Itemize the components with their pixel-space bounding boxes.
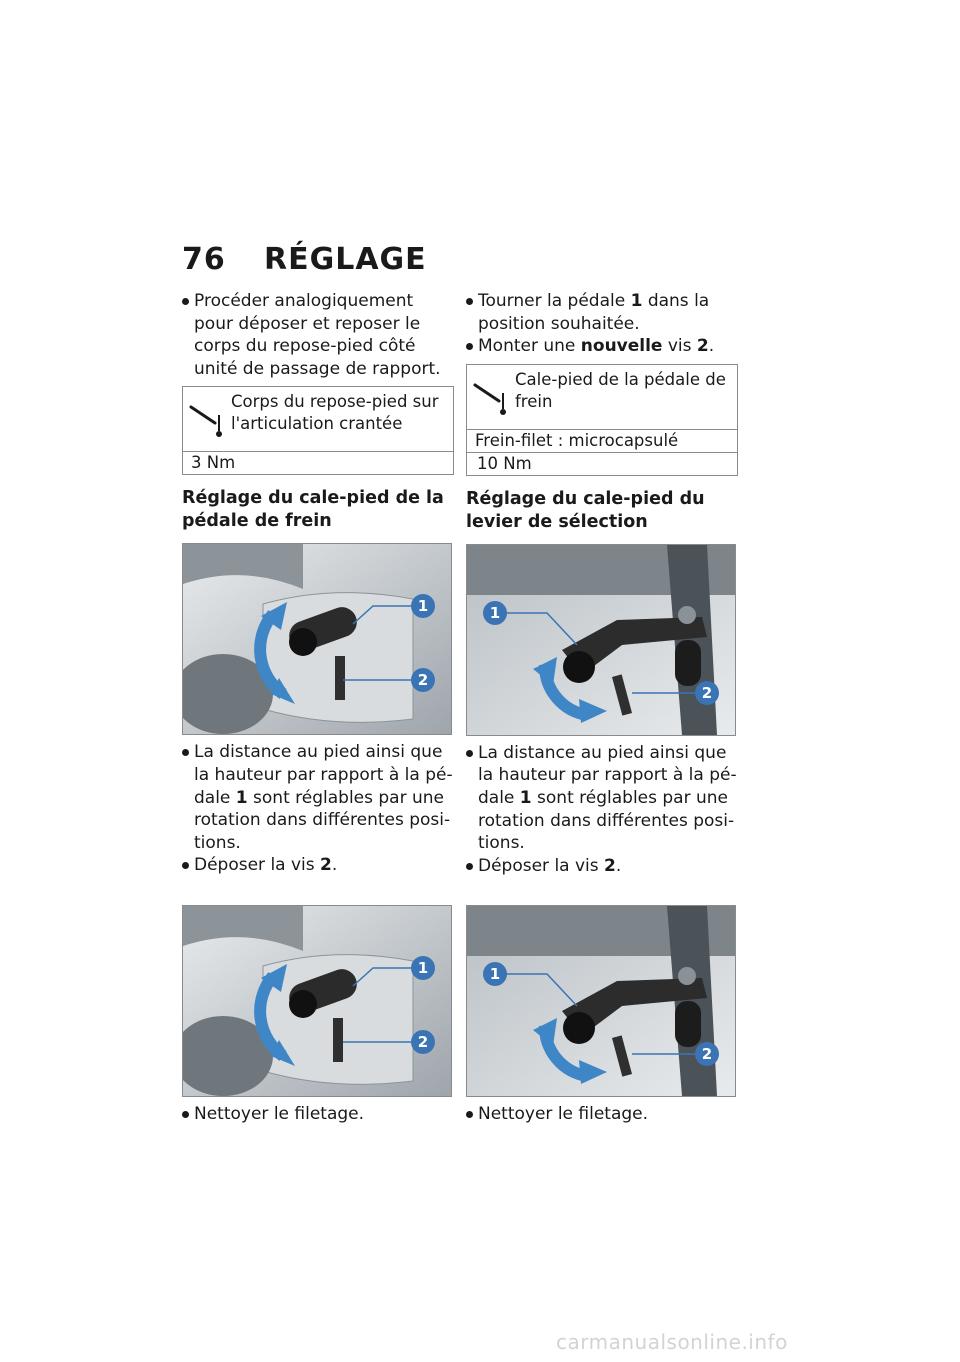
figure-shift-footrest-1 bbox=[466, 544, 736, 736]
callout-1: 1 bbox=[417, 597, 429, 616]
callout-2: 2 bbox=[701, 1045, 713, 1064]
bullet-adjust: La distance au pied ainsi que la hauteur par rapport à la pé-dale 1 sont réglables par une rotation dans différentes posi-tions. bbox=[466, 742, 738, 855]
callout-2: 2 bbox=[701, 683, 713, 702]
bullet-mount-screw: Monter une nouvelle vis 2. bbox=[466, 335, 738, 358]
spec-title: Cale-pied de la pédale de frein bbox=[515, 369, 726, 411]
page-number: 76 bbox=[182, 242, 226, 277]
page-title: RÉGLAGE bbox=[264, 242, 427, 277]
section-heading-brake: Réglage du cale-pied de la pédale de frein bbox=[182, 488, 444, 532]
spec-torque-value: 10 Nm bbox=[477, 453, 532, 473]
section-heading-shift: Réglage du cale-pied du levier de sélection bbox=[466, 488, 705, 532]
callout-2: 2 bbox=[417, 1032, 429, 1051]
callout-2: 2 bbox=[417, 671, 429, 690]
watermark[interactable]: carmanualsonline.info bbox=[556, 1330, 788, 1354]
figure-shift-footrest-2 bbox=[466, 905, 736, 1097]
callout-1: 1 bbox=[489, 603, 501, 622]
spec-torque-value: 3 Nm bbox=[191, 453, 236, 473]
callout-1: 1 bbox=[417, 958, 429, 977]
torque-spec-box bbox=[466, 364, 738, 476]
torque-spec-box bbox=[182, 386, 454, 475]
bullet-remove-screw: Déposer la vis 2. bbox=[182, 854, 454, 877]
spec-title: Corps du repose-pied sur l'articulation crantée bbox=[231, 392, 439, 434]
torque-wrench-icon bbox=[467, 369, 515, 425]
bullet-procedure: Procéder analogiquement pour déposer et reposer le corps du repose-pied côté unité de passage de rapport. bbox=[182, 290, 454, 380]
torque-wrench-icon bbox=[183, 391, 231, 447]
bullet-clean-thread: Nettoyer le filetage. bbox=[466, 1103, 738, 1126]
callout-1: 1 bbox=[489, 965, 501, 984]
bullet-adjust: La distance au pied ainsi que la hauteur par rapport à la pé-dale 1 sont réglables par une rotation dans différentes posi-tions. bbox=[182, 741, 454, 854]
page-header bbox=[182, 242, 427, 277]
spec-thread-lock: Frein-filet : microcapsulé bbox=[467, 430, 737, 453]
figure-brake-footrest-1 bbox=[182, 543, 452, 735]
right-column bbox=[466, 290, 738, 1126]
bullet-remove-screw: Déposer la vis 2. bbox=[466, 855, 738, 878]
figure-brake-footrest-2 bbox=[182, 905, 452, 1097]
bullet-turn-pedal: Tourner la pédale 1 dans la position souhaitée. bbox=[466, 290, 738, 335]
left-column bbox=[182, 290, 454, 1126]
bullet-clean-thread: Nettoyer le filetage. bbox=[182, 1103, 454, 1126]
